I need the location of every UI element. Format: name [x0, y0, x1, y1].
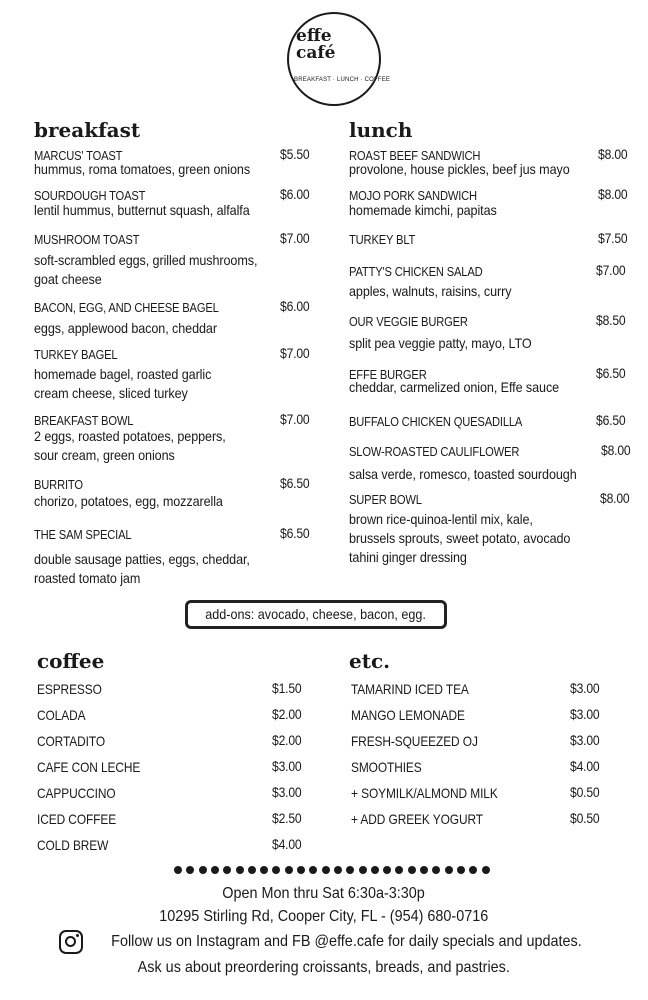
breakfast-item-name: BURRITO — [34, 477, 83, 492]
item-label: CAPPUCCINO — [37, 785, 116, 801]
divider-dot — [432, 866, 440, 874]
lunch-item-name: OUR VEGGIE BURGER — [349, 314, 468, 329]
lunch-item-price: $8.00 — [600, 491, 630, 506]
etc-item-price: $3.00 — [570, 707, 600, 722]
breakfast-item-desc: homemade bagel, roasted garlic — [34, 366, 212, 382]
divider-dot — [199, 866, 207, 874]
lunch-heading: lunch — [349, 118, 413, 142]
etc-heading: etc. — [349, 649, 391, 673]
lunch-item-name: TURKEY BLT — [349, 232, 416, 247]
item-label: ESPRESSO — [37, 681, 102, 697]
divider-dot — [457, 866, 465, 874]
preorder-line — [0, 959, 648, 977]
divider-dot — [469, 866, 477, 874]
lunch-item-name: MOJO PORK SANDWICH — [349, 188, 477, 203]
breakfast-item-desc: chorizo, potatoes, egg, mozzarella — [34, 493, 223, 509]
coffee-item-price: $2.00 — [272, 707, 302, 722]
breakfast-item-price: $7.00 — [280, 231, 310, 246]
divider-dot — [334, 866, 342, 874]
address-line — [0, 908, 648, 926]
breakfast-item-price: $6.50 — [280, 476, 310, 491]
etc-item — [351, 733, 500, 749]
breakfast-item-desc: 2 eggs, roasted potatoes, peppers, — [34, 428, 226, 444]
item-label: CAFE CON LECHE — [37, 759, 141, 775]
social-line — [22, 933, 648, 951]
breakfast-item-desc: soft-scrambled eggs, grilled mushrooms, — [34, 252, 258, 268]
breakfast-item-desc: roasted tomato jam — [34, 570, 141, 586]
divider-dot — [322, 866, 330, 874]
coffee-item — [37, 837, 121, 853]
breakfast-item-name: SOURDOUGH TOAST — [34, 188, 146, 203]
coffee-heading: coffee — [37, 649, 105, 673]
etc-item — [351, 707, 485, 723]
hours-text: Open Mon thru Sat 6:30a-3:30p — [222, 885, 426, 902]
addons-text: add-ons: avocado, cheese, bacon, egg. — [205, 606, 427, 622]
etc-item-price: $0.50 — [570, 785, 600, 800]
lunch-item-price: $6.50 — [596, 366, 626, 381]
lunch-item-name: ROAST BEEF SANDWICH — [349, 148, 481, 163]
breakfast-item-desc: hummus, roma tomatoes, green onions — [34, 161, 251, 177]
breakfast-item-desc: sour cream, green onions — [34, 447, 175, 463]
divider-dot — [309, 866, 317, 874]
item-label: SMOOTHIES — [351, 759, 422, 775]
divider-dot — [359, 866, 367, 874]
divider-dot — [236, 866, 244, 874]
coffee-item-price: $3.00 — [272, 785, 302, 800]
lunch-item-desc: cheddar, carmelized onion, Effe sauce — [349, 379, 560, 395]
breakfast-item-desc: lentil hummus, butternut squash, alfalfa — [34, 202, 250, 218]
logo-tagline: BREAKFAST · LUNCH · COFFEE — [294, 77, 391, 83]
etc-item-price: $3.00 — [570, 733, 600, 748]
lunch-item-price: $8.00 — [598, 187, 628, 202]
breakfast-item-price: $7.00 — [280, 346, 310, 361]
lunch-item-name: SUPER BOWL — [349, 492, 422, 507]
item-label: COLADA — [37, 707, 86, 723]
divider-dot — [211, 866, 219, 874]
lunch-item-price: $7.00 — [596, 263, 626, 278]
lunch-item-price: $8.00 — [598, 147, 628, 162]
breakfast-item-price: $6.50 — [280, 526, 310, 541]
breakfast-item-name: THE SAM SPECIAL — [34, 527, 132, 542]
breakfast-item-desc: eggs, applewood bacon, cheddar — [34, 320, 217, 336]
coffee-item-price: $1.50 — [272, 681, 302, 696]
social-text: Follow us on Instagram and FB @effe.cafe for daily specials and updates. — [110, 933, 582, 950]
preorder-text: Ask us about preordering croissants, breads, and pastries. — [137, 959, 511, 976]
breakfast-item-name: TURKEY BAGEL — [34, 347, 118, 362]
item-label: + ADD GREEK YOGURT — [351, 811, 483, 827]
breakfast-heading: breakfast — [34, 118, 141, 142]
lunch-item-desc: apples, walnuts, raisins, curry — [349, 283, 512, 299]
breakfast-item-name: BACON, EGG, AND CHEESE BAGEL — [34, 300, 219, 315]
breakfast-item-desc: goat cheese — [34, 271, 102, 287]
divider-dot — [186, 866, 194, 874]
breakfast-item-name: BREAKFAST BOWL — [34, 413, 134, 428]
divider-dot — [272, 866, 280, 874]
breakfast-item-name: MARCUS' TOAST — [34, 148, 123, 163]
item-label: TAMARIND ICED TEA — [351, 681, 469, 697]
coffee-item — [37, 811, 130, 827]
addons-box — [185, 600, 447, 629]
breakfast-item-price: $6.00 — [280, 187, 310, 202]
divider-dot — [248, 866, 256, 874]
lunch-item-price: $6.50 — [596, 413, 626, 428]
breakfast-item-price: $5.50 — [280, 147, 310, 162]
divider-dot — [346, 866, 354, 874]
divider-dot — [408, 866, 416, 874]
etc-item — [351, 785, 524, 801]
lunch-item-desc: brown rice-quinoa-lentil mix, kale, — [349, 511, 533, 527]
divider-dot — [445, 866, 453, 874]
breakfast-item-price: $6.00 — [280, 299, 310, 314]
divider-dot — [395, 866, 403, 874]
logo — [287, 12, 391, 106]
coffee-item — [37, 681, 113, 697]
etc-item-price: $3.00 — [570, 681, 600, 696]
lunch-item-price: $8.50 — [596, 313, 626, 328]
divider-dot — [297, 866, 305, 874]
lunch-item-name: EFFE BURGER — [349, 367, 427, 382]
coffee-item-price: $4.00 — [272, 837, 302, 852]
item-label: FRESH-SQUEEZED OJ — [351, 733, 478, 749]
divider-dot — [285, 866, 293, 874]
etc-item-price: $4.00 — [570, 759, 600, 774]
lunch-item-name: PATTY'S CHICKEN SALAD — [349, 264, 483, 279]
coffee-item — [37, 707, 94, 723]
lunch-item-desc: homemade kimchi, papitas — [349, 202, 497, 218]
lunch-item-name: SLOW-ROASTED CAULIFLOWER — [349, 444, 520, 459]
lunch-item-price: $8.00 — [601, 443, 631, 458]
etc-item — [351, 759, 434, 775]
divider-dot — [223, 866, 231, 874]
lunch-item-price: $7.50 — [598, 231, 628, 246]
hours-line — [0, 885, 648, 903]
item-label: + SOYMILK/ALMOND MILK — [351, 785, 498, 801]
lunch-item-desc: salsa verde, romesco, toasted sourdough — [349, 466, 577, 482]
lunch-item-desc: provolone, house pickles, beef jus mayo — [349, 161, 570, 177]
etc-item — [351, 681, 490, 697]
logo-name: effe café — [296, 26, 336, 63]
item-label: MANGO LEMONADE — [351, 707, 465, 723]
breakfast-item-name: MUSHROOM TOAST — [34, 232, 140, 247]
item-label: COLD BREW — [37, 837, 109, 853]
address-text: 10295 Stirling Rd, Cooper City, FL - (954) 680-0716 — [159, 908, 489, 925]
divider-dot — [371, 866, 379, 874]
divider-dot — [260, 866, 268, 874]
item-label: ICED COFFEE — [37, 811, 117, 827]
divider-dot — [174, 866, 182, 874]
divider-dot — [383, 866, 391, 874]
item-label: CORTADITO — [37, 733, 105, 749]
breakfast-item-desc: double sausage patties, eggs, cheddar, — [34, 551, 250, 567]
lunch-item-desc: tahini ginger dressing — [349, 549, 467, 565]
lunch-item-name: BUFFALO CHICKEN QUESADILLA — [349, 414, 523, 429]
coffee-item-price: $2.50 — [272, 811, 302, 826]
divider-dot — [420, 866, 428, 874]
lunch-item-desc: brussels sprouts, sweet potato, avocado — [349, 530, 571, 546]
coffee-item — [37, 785, 129, 801]
etc-item — [351, 811, 506, 827]
divider-dot — [482, 866, 490, 874]
coffee-item-price: $2.00 — [272, 733, 302, 748]
etc-item-price: $0.50 — [570, 811, 600, 826]
coffee-item-price: $3.00 — [272, 759, 302, 774]
breakfast-item-price: $7.00 — [280, 412, 310, 427]
coffee-item — [37, 733, 117, 749]
breakfast-item-desc: cream cheese, sliced turkey — [34, 385, 188, 401]
coffee-item — [37, 759, 159, 775]
lunch-item-desc: split pea veggie patty, mayo, LTO — [349, 335, 532, 351]
